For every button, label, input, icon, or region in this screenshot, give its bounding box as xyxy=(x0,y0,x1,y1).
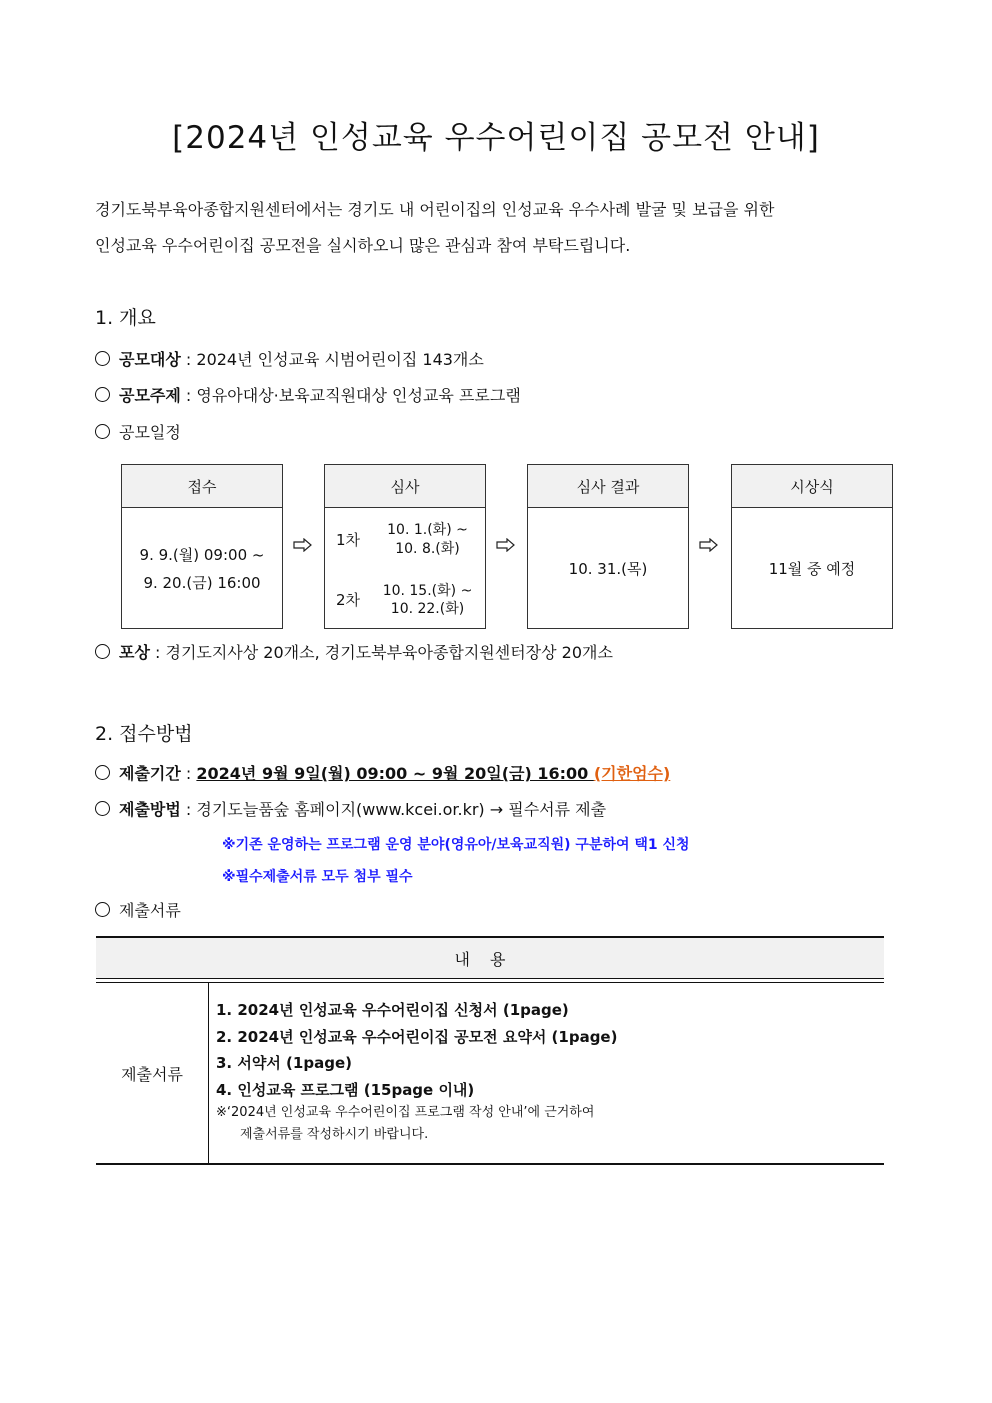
documents-table xyxy=(96,936,884,1165)
result-value: 10. 31.(목) xyxy=(568,560,648,578)
period-note: (기한엄수) xyxy=(593,764,671,783)
method-note-2: ※필수제출서류 모두 첨부 필수 xyxy=(222,869,413,885)
table-row xyxy=(96,983,884,1165)
round2-line-2: 10. 22.(화) xyxy=(390,601,465,617)
table-row-content xyxy=(216,999,617,1149)
award-label: 포상 xyxy=(119,643,150,662)
circle-bullet-icon xyxy=(95,765,110,780)
ceremony-value: 11월 중 예정 xyxy=(768,560,856,578)
review-box xyxy=(324,464,486,629)
schedule-label: 공모일정 xyxy=(119,423,181,442)
target-label: 공모대상 xyxy=(119,350,181,369)
section1-heading: 1. 개요 xyxy=(95,307,156,329)
method-label: 제출방법 xyxy=(119,800,181,819)
theme-item xyxy=(95,383,521,406)
review-head: 심사 xyxy=(325,465,485,508)
theme-value: : 영유아대상·보육교직원대상 인성교육 프로그램 xyxy=(180,386,521,405)
award-value: : 경기도지사상 20개소, 경기도북부육아종합지원센터장상 20개소 xyxy=(149,643,613,662)
circle-bullet-icon xyxy=(95,902,110,917)
section2-heading: 2. 접수방법 xyxy=(95,723,193,745)
ceremony-head: 시상식 xyxy=(732,465,892,508)
round2-line-1: 10. 15.(화) ~ xyxy=(382,583,473,599)
circle-bullet-icon xyxy=(95,801,110,816)
page-title: [2024년 인성교육 우수어린이집 공모전 안내] xyxy=(172,120,820,156)
table-footnote-2: 제출서류를 작성하시기 바랍니다. xyxy=(240,1126,429,1142)
circle-bullet-icon xyxy=(95,644,110,659)
schedule-item xyxy=(95,420,181,443)
ceremony-box xyxy=(731,464,893,629)
review-body xyxy=(325,508,485,628)
target-value: : 2024년 인성교육 시범어린이집 143개소 xyxy=(180,350,484,369)
result-body xyxy=(528,508,688,628)
award-item xyxy=(95,640,613,663)
result-box xyxy=(527,464,689,629)
reception-body xyxy=(122,508,282,628)
period-value: 2024년 9월 9일(월) 09:00 ~ 9월 20일(금) 16:00 xyxy=(196,764,594,783)
table-footnote-1: ※‘2024년 인성교육 우수어린이집 프로그램 작성 안내’에 근거하여 xyxy=(216,1104,595,1120)
docs-label: 제출서류 xyxy=(119,901,181,920)
table-row-label: 제출서류 xyxy=(96,983,209,1163)
table-header: 내용 xyxy=(96,936,884,979)
circle-bullet-icon xyxy=(95,351,110,366)
period-label: 제출기간 xyxy=(119,764,181,783)
list-item: 2. 2024년 인성교육 우수어린이집 공모전 요약서 (1page) xyxy=(216,1027,618,1046)
reception-box xyxy=(121,464,283,629)
right-arrow-icon xyxy=(496,538,516,552)
circle-bullet-icon xyxy=(95,387,110,402)
method-value: : 경기도늘품숲 홈페이지(www.kcei.or.kr) → 필수서류 제출 xyxy=(180,800,607,819)
intro-line-1: 경기도북부육아종합지원센터에서는 경기도 내 어린이집의 인성교육 우수사례 발굴 및 보급을 위한 xyxy=(95,200,775,219)
round1-line-1: 10. 1.(화) ~ xyxy=(387,522,468,538)
list-item: 4. 인성교육 프로그램 (15page 이내) xyxy=(216,1080,475,1099)
list-item: 1. 2024년 인성교육 우수어린이집 신청서 (1page) xyxy=(216,1001,569,1019)
round1-label: 1차 xyxy=(336,531,361,549)
intro-line-2: 인성교육 우수어린이집 공모전을 실시하오니 많은 관심과 참여 부탁드립니다. xyxy=(95,236,631,255)
round1-line-2: 10. 8.(화) xyxy=(395,541,460,557)
reception-line-1: 9. 9.(월) 09:00 ~ xyxy=(139,546,265,564)
period-item xyxy=(95,761,670,784)
circle-bullet-icon xyxy=(95,424,110,439)
list-item: 3. 서약서 (1page) xyxy=(216,1054,352,1072)
theme-label: 공모주제 xyxy=(119,386,181,405)
target-item xyxy=(95,347,484,370)
right-arrow-icon xyxy=(293,538,313,552)
right-arrow-icon xyxy=(699,538,719,552)
docs-item xyxy=(95,898,181,921)
ceremony-body xyxy=(732,508,892,628)
method-item xyxy=(95,797,606,820)
result-head: 심사 결과 xyxy=(528,465,688,508)
reception-head: 접수 xyxy=(122,465,282,508)
round2-label: 2차 xyxy=(336,591,361,609)
period-sep: : xyxy=(180,764,197,783)
method-note-1: ※기존 운영하는 프로그램 운영 분야(영유아/보육교직원) 구분하여 택1 신청 xyxy=(222,837,690,853)
reception-line-2: 9. 20.(금) 16:00 xyxy=(143,574,261,592)
